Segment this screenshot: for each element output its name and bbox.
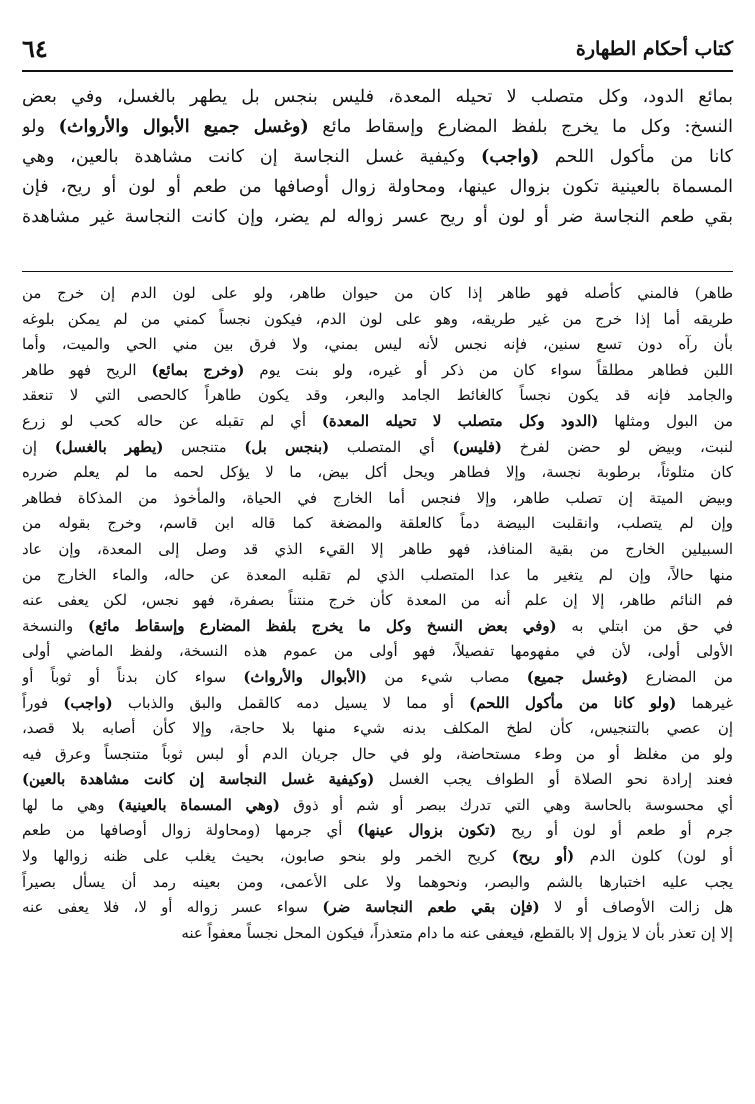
- commentary-line: لنبت، وبيض لو حضن لفرخ (فليس) أي المتصلب (بنجس بل) متنجس (يطهر بالغسل) إن: [22, 437, 733, 456]
- commentary-line: فعند إرادة نحو الصلاة أو الطواف يجب الغسل (وكيفية غسل النجاسة إن كانت مشاهدة بالعين): [22, 770, 733, 789]
- commentary-line: في حق من ابتلي به (وفي بعض النسخ وكل ما يخرج بلفظ المضارع وإسقاط مائع) والنسخة: [22, 616, 733, 635]
- commentary-text: [22, 281, 733, 946]
- main-text-line: بمائع الدود، وكل متصلب لا تحيله المعدة، فليس بنجس بل يطهر بالغسل، وفي بعض: [22, 87, 733, 107]
- commentary-line: هل زالت الأوصاف أو لا (فإن بقي طعم النجاسة ضر) سواء عسر زواله أو لا، فلا يعفى عنه: [22, 898, 733, 917]
- commentary-line: منها حالاً، وإن لم يتغير ما عدا المتصلب الذي لم تقلبه المعدة عن حاله، والماء الخارج من: [22, 565, 733, 584]
- commentary-line: يجب عليه اختبارها بالشم والبصر، ونحوهما ولا على الأعمى، ومن بعينه رمد أن يسأل بصيراً: [22, 872, 733, 891]
- commentary-line: السبيلين الخارج من بقية المنافذ، فهو طاهر إلا القيء الذي قد وصل إلى المعدة، وإن عاد: [22, 539, 733, 558]
- commentary-line: كان متلوثاً، برطوبة نجسة، وإلا فطاهر ويحل أكل بيض، ما لا يؤكل لحمه ما لم يعلم ضرره: [22, 463, 733, 482]
- commentary-line: من المضارع (وغسل جميع) مصاب شيء من (الأبوال والأرواث) سواء كان بدناً أو ثوباً أو: [22, 667, 733, 686]
- commentary-line: بأن رآه دون تسع سنين، فإنه نجس لأنه ليس بمني، ولا فرق بين مني الحي والميت، وأما: [22, 335, 733, 354]
- commentary-line: الأولى أولى، لأن في مفهومها تفصيلاً، فهو أولى من عموم هذه النسخة، ولفظ الماضي أولى: [22, 642, 733, 661]
- commentary-line: اللبن فطاهر مطلقاً سواء كان من ذكر أو غيره، ولو بنت يوم (وخرج بمائع) الريح فهو طاهر: [22, 360, 733, 379]
- main-text-line: كانا من مأكول اللحم (واجب) وكيفية غسل النجاسة إن كانت مشاهدة بالعين، وهي: [22, 146, 733, 167]
- page-number: ٦٤: [22, 34, 48, 63]
- commentary-line: أي محسوسة بالحاسة وهي التي تدرك ببصر أو شم أو ذوق (وهي المسماة بالعينية) وهي ما لها: [22, 795, 733, 814]
- footnote-separator: [22, 271, 733, 272]
- main-text-line: المسماة بالعينية تكون بزوال عينها، ومحاولة زوال أوصافها من طعم أو لون أو ريح، فإن: [22, 177, 733, 197]
- commentary-line: إن عصي بالتنجيس، كأن لطخ المكلف بدنه شيء منها بلا حاجة، وإلا كأن أصابه بلا قصد،: [22, 719, 733, 738]
- commentary-line: وبيض الميتة إن تصلب طاهر، وإلا فنجس أما الخارج في الحياة، والمأخوذ من المذكاة فطاهر: [22, 488, 733, 507]
- page-header: [22, 30, 733, 72]
- commentary-line: وإن لم يتصلب، وانقلبت البيضة دماً كالعلقة والمضغة كما قاله ابن قاسم، وخرج بقوله من: [22, 514, 733, 533]
- main-text-line: بقي طعم النجاسة ضر أو لون أو ريح عسر زواله لم يضر، وإن كانت النجاسة غير مشاهدة: [22, 207, 733, 227]
- commentary-line: طاهر) فالمني كأصله فهو طاهر إذا كان من حيوان طاهر، ولو على لون الدم إن خرج من: [22, 284, 733, 302]
- commentary-line: جرم أو طعم أو لون أو ريح (تكون بزوال عينها) أي جرمها (ومحاولة زوال أوصافها من طعم: [22, 821, 733, 840]
- commentary-line: أو لون) كلون الدم (أو ريح) كريح الخمر ولو بنحو صابون، بحيث يغلب على ظنه زوالها ولا: [22, 847, 733, 866]
- commentary-line: طريقه أما إذا خرج من غير طريقه، وهو على لون الدم، فيكون نجساً كمني من لم يمكن بلوغه: [22, 309, 733, 328]
- main-text: [22, 82, 733, 232]
- commentary-line: ولو من مغلظ أو من وطء مستحاضة، ولو في حال جريان الدم أو لبس ثوباً متنجساً وعرق فيه: [22, 744, 733, 763]
- book-title: كتاب أحكام الطهارة: [575, 38, 733, 60]
- main-text-line: النسخ: وكل ما يخرج بلفظ المضارع وإسقاط مائع (وغسل جميع الأبوال والأرواث) ولو: [22, 116, 733, 137]
- commentary-line: غيرهما (ولو كانا من مأكول اللحم) أو مما لا يسيل دمه كالقمل والبق والذباب (واجب) فوراً: [22, 693, 733, 712]
- commentary-line: فم النائم طاهر، إلا إن علم أنه من المعدة كأن خرج منتناً بصفرة، فهو نجس، لكن يعفى عنه: [22, 591, 733, 610]
- commentary-line: من البول ومثلها (الدود وكل متصلب لا تحيله المعدة) أي لم تقبله عن حاله كحب لو زرع: [22, 411, 733, 430]
- commentary-line: إلا إن تعذر بأن لا يزول إلا بالقطع، فيعفى عنه ما دام متعذراً، فيكون المحل نجساً معفواً عنه: [181, 923, 733, 942]
- commentary-line: والجامد فإنه قد يكون نجساً كالغائط الجامد والبعر، وقد يكون طاهراً كالحصى التي لا تنعقد: [22, 386, 733, 405]
